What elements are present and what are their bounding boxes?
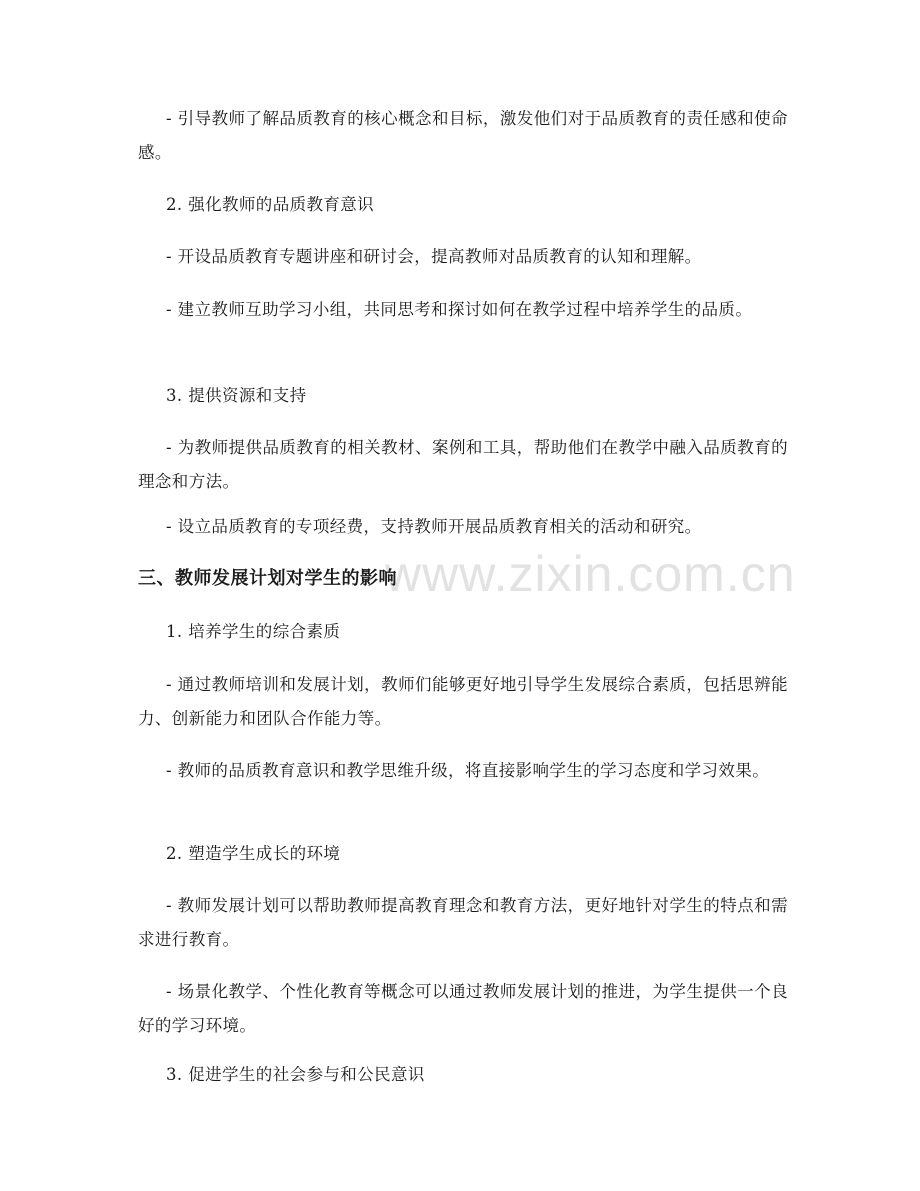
paragraph-scenario-teaching: - 场景化教学、个性化教育等概念可以通过教师发展计划的推进，为学生提供一个良好的学习环境。 xyxy=(138,982,788,1035)
subheading-strengthen-awareness: 2. 强化教师的品质教育意识 xyxy=(166,195,375,214)
subheading-social-participation: 3. 促进学生的社会参与和公民意识 xyxy=(166,1065,425,1084)
watermark: www.zixin.com.cn xyxy=(385,546,796,602)
subheading-resources: 3. 提供资源和支持 xyxy=(166,386,307,405)
paragraph-awareness-impact: - 教师的品质教育意识和教学思维升级，将直接影响学生的学习态度和学习效果。 xyxy=(166,761,770,780)
subheading-growth-environment: 2. 塑造学生成长的环境 xyxy=(166,844,341,863)
paragraph-materials: - 为教师提供品质教育的相关教材、案例和工具，帮助他们在教学中融入品质教育的理念和方法。 xyxy=(138,438,788,491)
paragraph-intro-guide: - 引导教师了解品质教育的核心概念和目标，激发他们对于品质教育的责任感和使命感。 xyxy=(138,109,788,162)
subheading-comprehensive-quality: 1. 培养学生的综合素质 xyxy=(166,622,341,641)
section-heading: 三、教师发展计划对学生的影响 xyxy=(138,568,397,589)
paragraph-lectures: - 开设品质教育专题讲座和研讨会，提高教师对品质教育的认知和理解。 xyxy=(166,247,702,266)
paragraph-training-guide: - 通过教师培训和发展计划，教师们能够更好地引导学生发展综合素质，包括思辨能力、创新能力和团队合作能力等。 xyxy=(138,675,788,728)
paragraph-study-groups: - 建立教师互助学习小组，共同思考和探讨如何在教学过程中培养学生的品质。 xyxy=(166,300,753,319)
paragraph-funding: - 设立品质教育的专项经费，支持教师开展品质教育相关的活动和研究。 xyxy=(166,517,702,536)
paragraph-education-methods: - 教师发展计划可以帮助教师提高教育理念和教育方法，更好地针对学生的特点和需求进行教育。 xyxy=(138,896,788,949)
